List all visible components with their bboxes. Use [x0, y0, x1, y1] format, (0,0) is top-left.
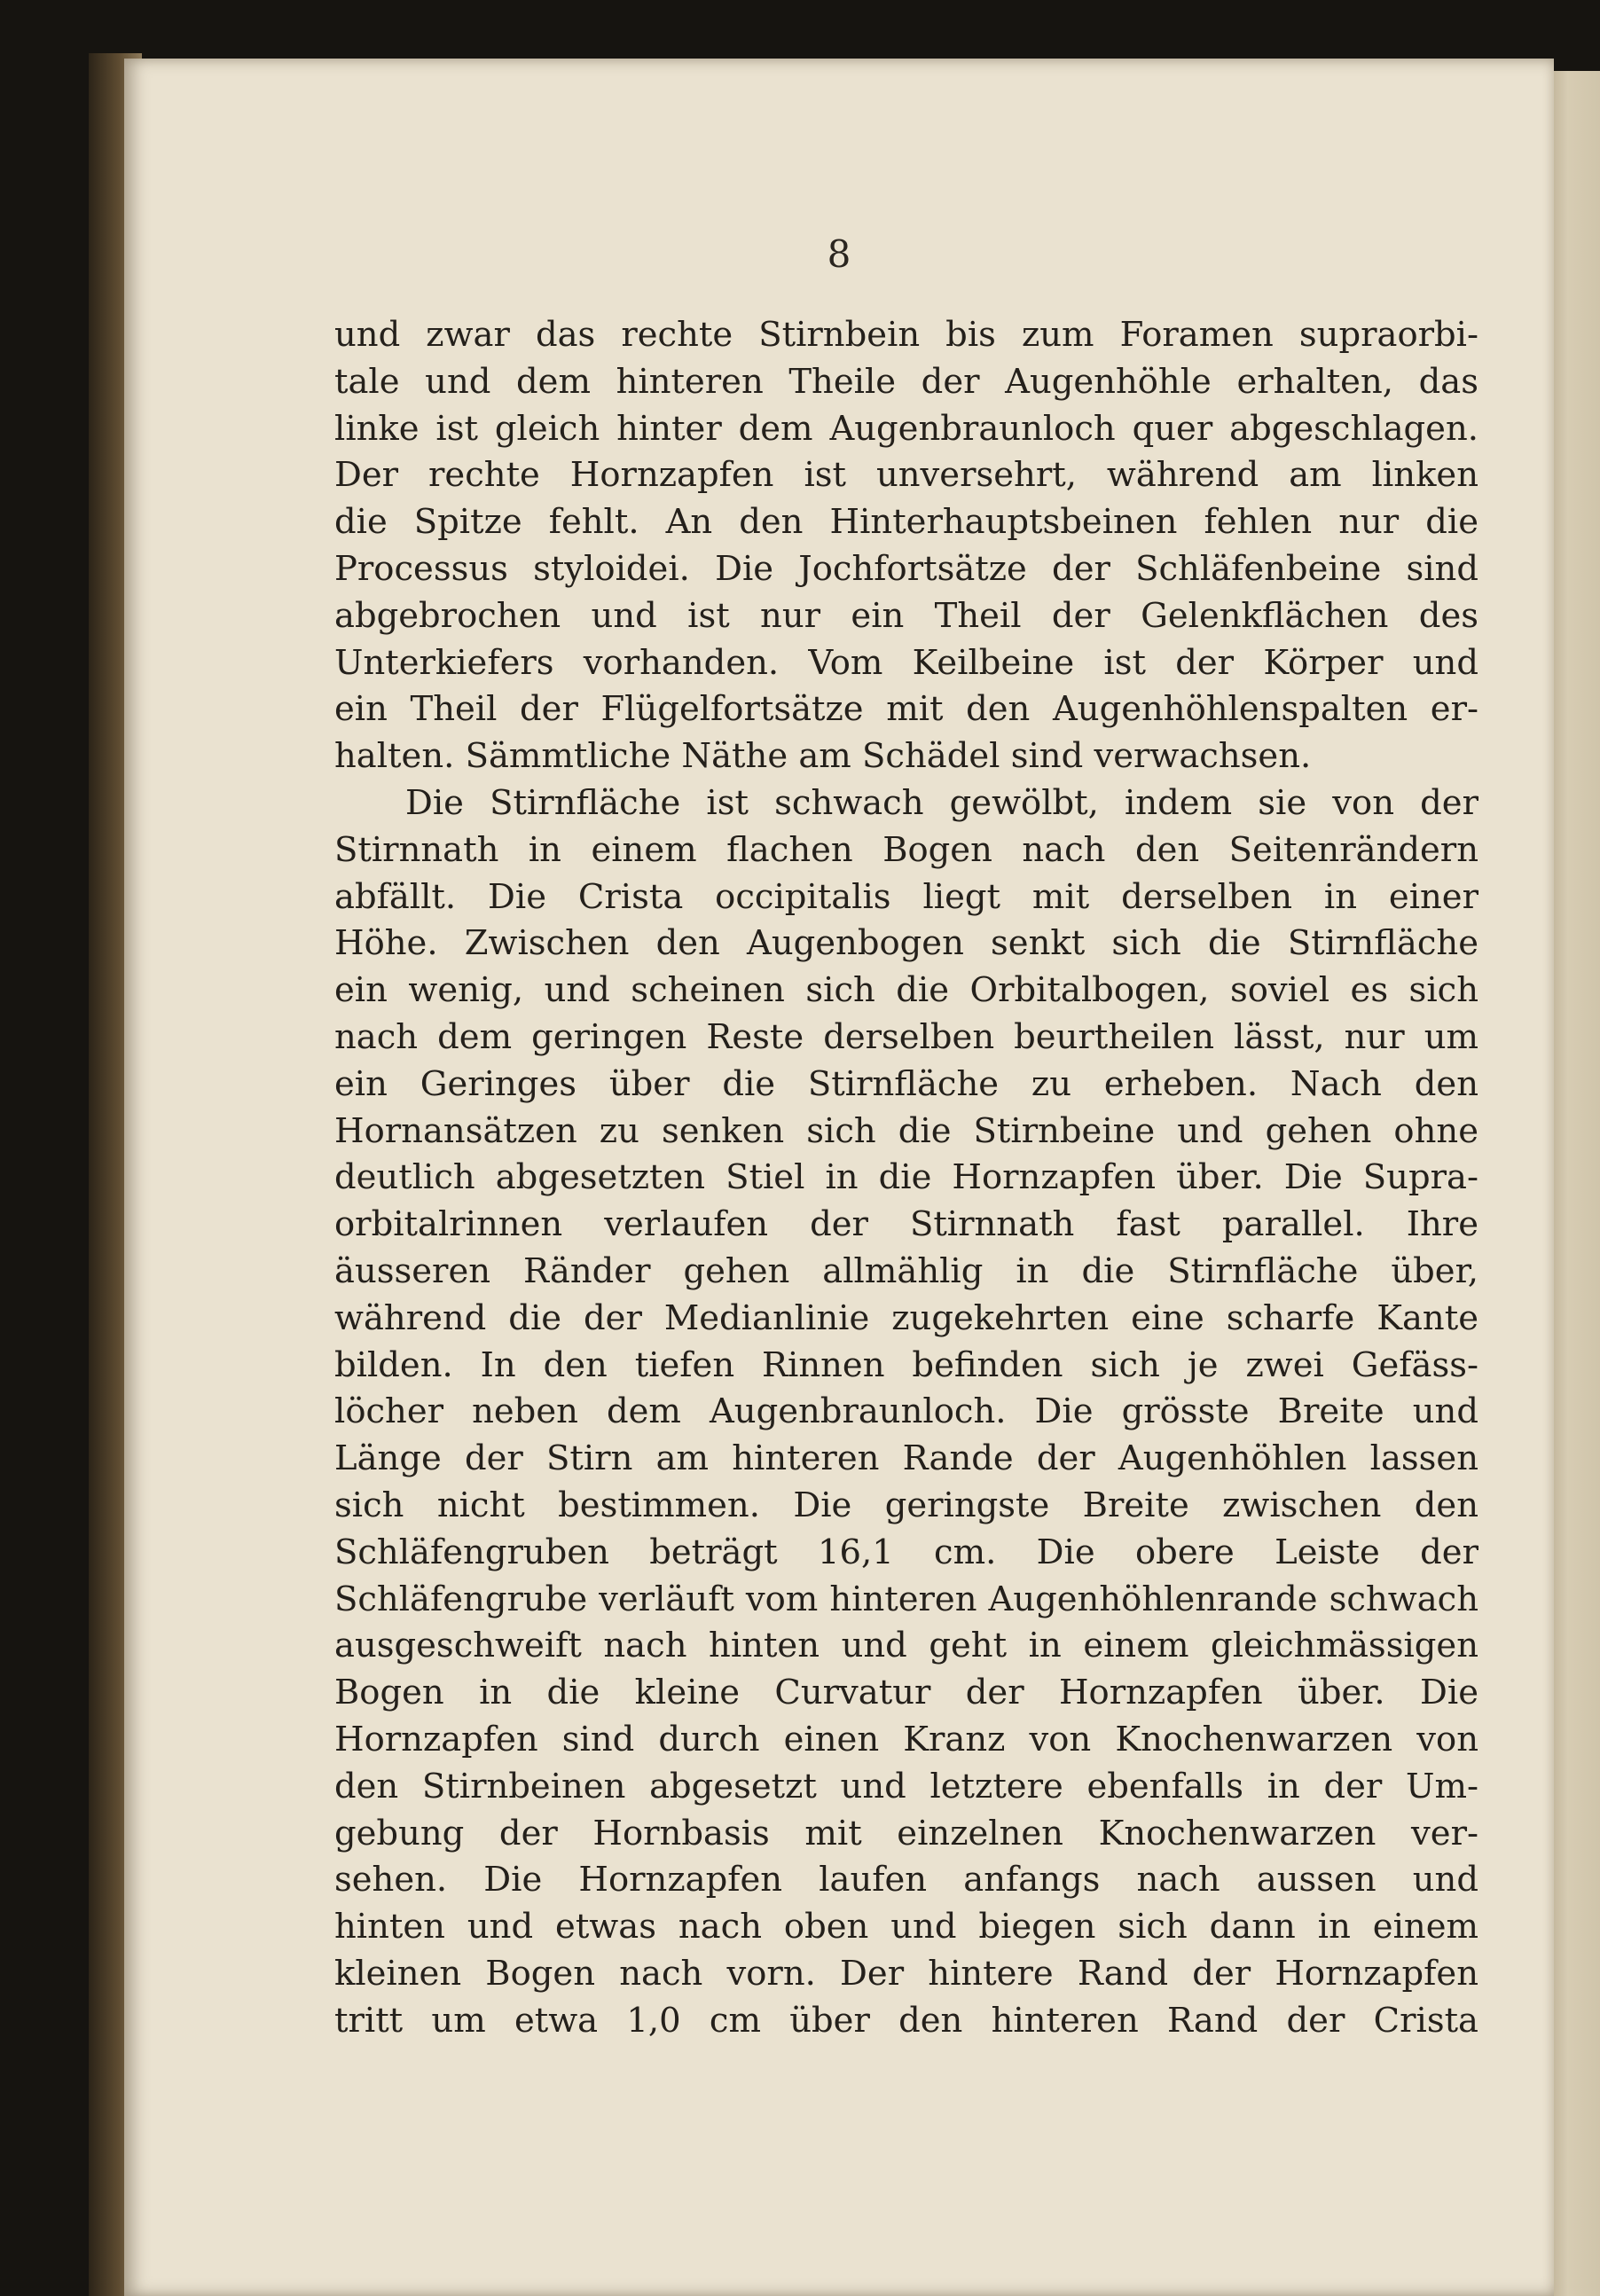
text-line: sehen. Die Hornzapfen laufen anfangs nach aussen und [334, 1860, 1478, 1900]
text-line: ausgeschweift nach hinten und geht in einem gleichmässigen [334, 1626, 1478, 1666]
text-line: abgebrochen und ist nur ein Theil der Gelenkflächen des [334, 595, 1478, 636]
body-text [334, 312, 1478, 2044]
text-line: äusseren Ränder gehen allmählig in die Stirnfläche über, [334, 1250, 1478, 1291]
text-line: Bogen in die kleine Curvatur der Hornzapfen über. Die [334, 1673, 1478, 1713]
text-line: sich nicht bestimmen. Die geringste Breite zwischen den [334, 1485, 1478, 1525]
text-line: deutlich abgesetzten Stiel in die Hornzapfen über. Die Supra- [334, 1157, 1478, 1198]
book-page [124, 59, 1554, 2296]
text-line: ein Geringes über die Stirnfläche zu erheben. Nach den [334, 1063, 1478, 1104]
text-line: tale und dem hinteren Theile der Augenhöhle erhalten, das [334, 361, 1478, 402]
text-line: Schläfengruben beträgt 16,1 cm. Die obere Leiste der [334, 1532, 1478, 1572]
text-line: orbitalrinnen verlaufen der Stirnnath fast parallel. Ihre [334, 1204, 1478, 1245]
text-line: Der rechte Hornzapfen ist unversehrt, während am linken [334, 455, 1478, 496]
text-line: Höhe. Zwischen den Augenbogen senkt sich die Stirnfläche [334, 923, 1478, 964]
text-line: Processus styloidei. Die Jochfortsätze der Schläfenbeine sind [334, 548, 1478, 589]
text-line: bilden. In den tiefen Rinnen befinden sich je zwei Gefäss- [334, 1344, 1478, 1385]
text-line: Unterkiefers vorhanden. Vom Keilbeine ist der Körper und [334, 642, 1478, 683]
text-line: die Spitze fehlt. An den Hinterhauptsbeinen fehlen nur die [334, 502, 1478, 543]
text-line: ein Theil der Flügelfortsätze mit den Augenhöhlenspalten er- [334, 689, 1478, 730]
text-line: Hornzapfen sind durch einen Kranz von Knochenwarzen von [334, 1719, 1478, 1759]
text-line: Länge der Stirn am hinteren Rande der Augenhöhlen lassen [334, 1438, 1478, 1479]
text-line: während die der Medianlinie zugekehrten eine scharfe Kante [334, 1297, 1478, 1338]
text-line: Die Stirnfläche ist schwach gewölbt, indem sie von der [405, 782, 1478, 823]
text-line: tritt um etwa 1,0 cm über den hinteren Rand der Crista [334, 2000, 1478, 2041]
text-line: gebung der Hornbasis mit einzelnen Knochenwarzen ver- [334, 1813, 1478, 1853]
text-line: Hornansätzen zu senken sich die Stirnbeine und gehen ohne [334, 1110, 1478, 1151]
text-line: abfällt. Die Crista occipitalis liegt mit derselben in einer [334, 876, 1478, 917]
text-line: Schläfengrube verläuft vom hinteren Augenhöhlenrande schwach [334, 1579, 1478, 1619]
text-line: halten. Sämmtliche Näthe am Schädel sind verwachsen. [334, 736, 1312, 777]
page-number: 8 [827, 232, 851, 276]
text-line: den Stirnbeinen abgesetzt und letztere ebenfalls in der Um- [334, 1766, 1478, 1806]
text-line: linke ist gleich hinter dem Augenbraunloch quer abgeschlagen. [334, 408, 1478, 449]
text-line: Stirnnath in einem flachen Bogen nach den Seitenrändern [334, 829, 1478, 870]
text-line: hinten und etwas nach oben und biegen sich dann in einem [334, 1907, 1478, 1947]
text-line: ein wenig, und scheinen sich die Orbitalbogen, soviel es sich [334, 970, 1478, 1011]
text-line: und zwar das rechte Stirnbein bis zum Foramen supraorbi- [334, 315, 1478, 355]
text-line: kleinen Bogen nach vorn. Der hintere Rand der Hornzapfen [334, 1953, 1478, 1994]
text-line: löcher neben dem Augenbraunloch. Die grösste Breite und [334, 1391, 1478, 1432]
text-line: nach dem geringen Reste derselben beurtheilen lässt, nur um [334, 1016, 1478, 1057]
